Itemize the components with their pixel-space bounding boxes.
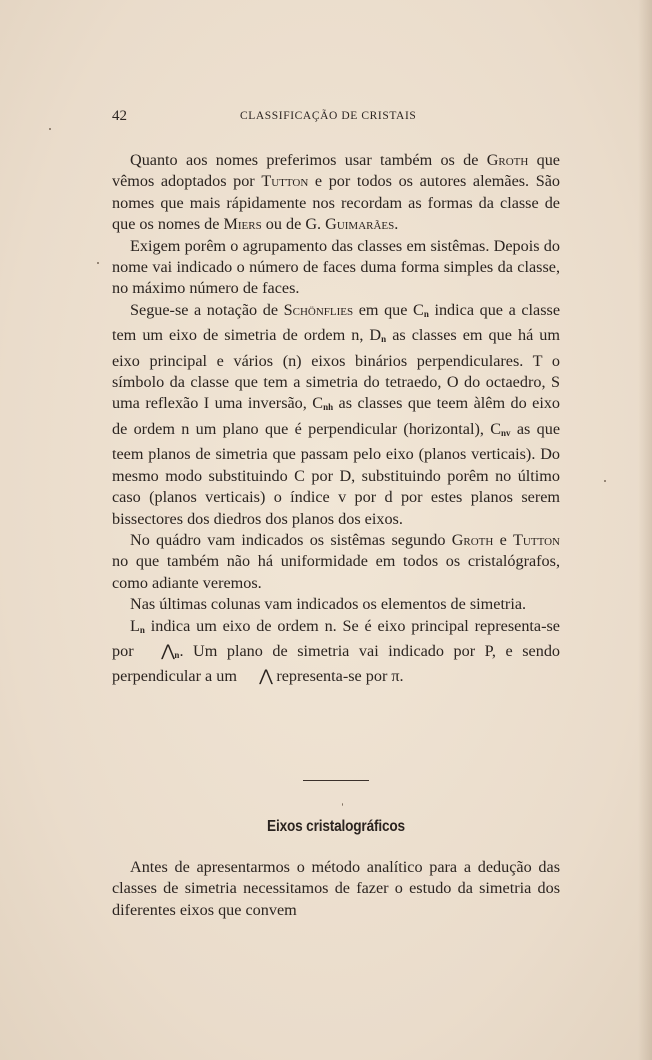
text-run: indica um eixo de ordem n. Se é eixo principal representa-se por [112,616,560,660]
subscript: n [423,308,429,319]
text-run: as classes em que há um eixo principal e vários (n) eixos binários perpendiculares. T o símbolo da classe que tem a simetria do tetraedo, O do octaedro, S uma reflexão I uma inversão, C [112,326,560,413]
text-run: indica que a classe tem um eixo de simetria de ordem n, D [112,300,561,345]
text-run: Quanto aos nomes preferimos usar também os de [130,151,487,169]
author-name-groth: Groth [451,530,494,549]
subscript: n [174,649,180,660]
running-header [112,108,560,128]
paper-speck [342,803,343,806]
subscript: n [381,334,387,345]
author-name-schonflies: Schönflies [283,300,354,319]
text-run: as classes que teem àlêm do eixo de ordem n um plano que é perpendicular (horizontal), C [112,394,561,438]
paragraph-3 [112,300,560,530]
paper-speck [604,480,606,482]
paragraph-1 [112,150,560,236]
text-run: Segue-se a notação de [130,300,284,319]
text-run: e por todos os autores alemães. São nomes que mais rápidamente nos recordam as formas da classe de que os nomes de [112,172,560,234]
author-name-guimaraes: Guimarães [325,215,395,234]
paragraph-6 [112,616,560,688]
paper-speck [49,128,51,130]
text-run: No quádro vam indicados os sistêmas segundo [130,530,452,549]
section-divider [303,780,369,781]
page-number: 42 [112,108,127,124]
lambda-symbol: ⋀ [161,641,176,660]
subscript: nv [501,427,511,438]
text-run: ou de G. [261,215,326,234]
paper-speck [97,262,99,264]
text-run: no que também não há uniformidade em todos os cristalógrafos, como adiante veremos. [112,552,560,592]
paragraph-5: Nas últimas colunas vam indicados os elementos de simetria. [130,595,527,614]
text-run: as que teem planos de simetria que passam pelo eixo (planos verticais). Do mesmo modo substituindo C por D, substituindo porêm no último caso (planos verticais) o índice v por d por estes planos serem bissectores dos diedros dos planos dos eixos. [112,419,561,528]
text-run: . [394,215,399,234]
author-name-miers: Miers [223,215,262,234]
paragraph-2: Exigem porêm o agrupamento das classes em sistêmas. Depois do nome vai indicado o número de faces duma forma simples da classe, no máximo número de faces. [112,236,560,298]
section-heading: Eixos cristalográficos [267,818,405,835]
running-title: CLASSIFICAÇÃO DE CRISTAIS [240,110,417,122]
section-text [112,857,560,921]
text-run: L [130,616,140,635]
text-run: em que C [353,300,424,319]
subscript: n [139,624,145,635]
page-edge-shadow [638,0,652,1060]
lambda-symbol: ⋀ [259,667,274,686]
subscript: nh [323,402,334,413]
author-name-groth: Groth [486,151,529,169]
paragraph-4 [112,530,560,594]
author-name-tutton: Tutton [261,172,309,191]
text-run: que vêmos adoptados por [112,151,560,191]
section-paragraph: Antes de apresentarmos o método analítico para a dedução das classes de simetria necessitamos de fazer o estudo da simetria dos diferentes eixos que convem [112,858,560,919]
text-run: . Um plano de simetria vai indicado por P, e sendo perpendicular a um [112,641,561,686]
text-run: e [493,530,514,549]
author-name-tutton: Tutton [513,530,561,549]
text-run: representa-se por π. [272,667,404,686]
main-text [112,150,560,688]
